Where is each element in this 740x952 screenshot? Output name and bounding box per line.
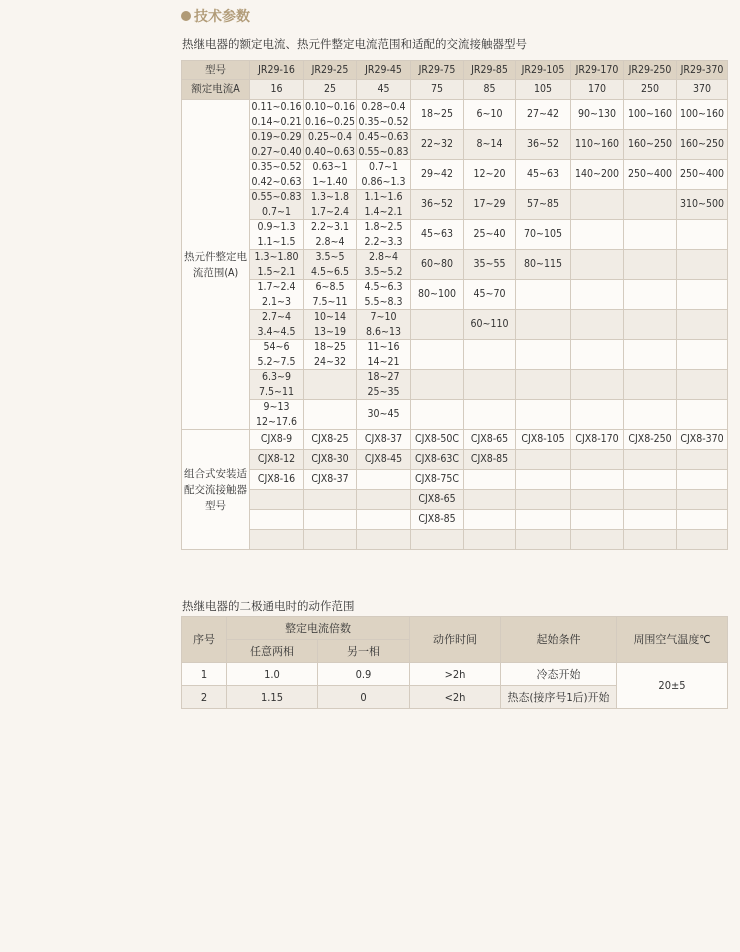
range-value: 0.86~1.3 [361,175,406,188]
cell: 1.0 [227,663,318,686]
range-cell [411,310,464,340]
range-cell [250,100,304,130]
range-value: 7.5~11 [259,385,294,398]
range-value: 3.5~5.2 [364,265,403,278]
range-cell: 6~10 [464,100,516,130]
contactor-cell: CJX8-25 [304,430,357,450]
contactor-row [182,470,728,490]
range-value: 0.11~0.16 [251,101,302,113]
contactor-cell: CJX8-63C [411,450,464,470]
contactor-cell: CJX8-85 [464,450,516,470]
range-cell: 8~14 [464,130,516,160]
range-cell: 110~160 [571,130,624,160]
current-cell: 105 [516,80,571,100]
range-value: 30~45 [367,408,400,421]
current-cell: 25 [304,80,357,100]
range-value: 1.1~1.5 [257,235,296,248]
range-cell [304,400,357,430]
current-cell: 250 [624,80,677,100]
range-value: 18~25 [314,341,346,353]
contactor-cell: CJX8-30 [304,450,357,470]
range-value: 1.8~2.5 [364,221,403,233]
contactor-cell [624,530,677,550]
range-value: 4.5~6.5 [311,265,349,278]
range-cell [357,250,411,280]
h-start: 起始条件 [501,617,617,663]
range-cell [677,250,728,280]
cell: <2h [410,686,501,709]
range-cell: 36~52 [411,190,464,220]
range-value: 1.1~1.6 [364,191,403,203]
range-cell [304,340,357,370]
contactor-cell: CJX8-50C [411,430,464,450]
model-label: 型号 [182,61,250,80]
section-title-text: 技术参数 [194,9,250,25]
range-cell [677,340,728,370]
range-cell: 80~115 [516,250,571,280]
contactor-cell [624,510,677,530]
contactor-cell: CJX8-65 [411,490,464,510]
cell: 0 [318,686,410,709]
h-other: 另一相 [318,640,410,663]
range-value: 8.6~13 [366,325,401,338]
range-cell: 160~250 [624,130,677,160]
contactor-cell [516,510,571,530]
range-cell [677,400,728,430]
h-any-two: 任意两相 [227,640,318,663]
contactor-cell [250,490,304,510]
contactor-row [182,450,728,470]
range-cell [250,130,304,160]
contactor-cell: CJX8-9 [250,430,304,450]
range-value: 0.27~0.40 [251,145,302,158]
range-cell: 12~20 [464,160,516,190]
range-cell: 140~200 [571,160,624,190]
range-value: 0.35~0.52 [358,115,409,128]
contactor-cell [357,530,411,550]
h-time: 动作时间 [410,617,501,663]
range-cell [357,100,411,130]
bullet-icon [181,11,191,21]
h-index: 序号 [182,617,227,663]
contactor-cell: CJX8-170 [571,430,624,450]
range-cell: 29~42 [411,160,464,190]
range-cell [464,340,516,370]
range-value: 6.3~9 [262,371,291,383]
range-cell: 45~63 [411,220,464,250]
range-cell [304,280,357,310]
range-value: 18~27 [367,371,400,383]
range-cell: 27~42 [516,100,571,130]
range-value: 0.7~1 [262,205,291,218]
range-cell: 70~105 [516,220,571,250]
range-value: 4.5~6.3 [364,281,403,293]
current-label: 额定电流A [182,80,250,100]
model-cell: JR29-85 [464,61,516,80]
contactor-cell [516,530,571,550]
current-cell: 170 [571,80,624,100]
contactor-cell [304,490,357,510]
range-cell [677,310,728,340]
contactor-cell [677,470,728,490]
range-value: 24~32 [314,355,346,368]
range-cell [516,400,571,430]
range-value: 1.4~2.1 [364,205,403,218]
range-cell [304,370,357,400]
contactor-cell [516,470,571,490]
range-cell [624,250,677,280]
range-value: 2.2~3.1 [311,221,349,233]
range-value: 1.7~2.4 [257,281,296,293]
range-row [182,280,728,310]
contactor-cell: CJX8-105 [516,430,571,450]
range-cell [357,220,411,250]
range-row [182,100,728,130]
range-cell [677,280,728,310]
rated-current-table [181,60,728,550]
contactor-cell [516,490,571,510]
range-cell [571,220,624,250]
range-cell [357,400,411,430]
contactor-cell [516,450,571,470]
action-range-table [181,616,728,709]
current-cell: 75 [411,80,464,100]
range-value: 10~14 [314,311,346,323]
range-cell: 60~80 [411,250,464,280]
range-value: 6~8.5 [315,281,345,293]
range-cell [250,370,304,400]
range-cell: 35~55 [464,250,516,280]
range-cell [357,310,411,340]
range-cell [624,400,677,430]
contactor-cell [357,490,411,510]
range-cell [304,160,357,190]
range-value: 3.5~5 [315,251,345,263]
range-value: 0.25~0.4 [308,131,352,143]
range-cell: 80~100 [411,280,464,310]
range-value: 0.45~0.63 [358,131,409,143]
contactor-cell: CJX8-370 [677,430,728,450]
contactor-cell [677,490,728,510]
range-value: 0.16~0.25 [305,115,355,128]
range-cell [624,370,677,400]
range-cell: 100~160 [677,100,728,130]
range-cell [516,370,571,400]
model-row [182,61,728,80]
range-value: 7.5~11 [312,295,348,308]
contactor-cell [571,490,624,510]
range-value: 0.42~0.63 [251,175,302,188]
range-value: 7~10 [370,311,397,323]
range-row [182,130,728,160]
contactor-cell [624,470,677,490]
cell: 2 [182,686,227,709]
range-cell: 22~32 [411,130,464,160]
model-cell: JR29-45 [357,61,411,80]
contactor-label: 组合式安装适配交流接触器型号 [182,430,250,550]
range-value: 0.19~0.29 [251,131,302,143]
range-cell: 310~500 [677,190,728,220]
range-cell [571,370,624,400]
cell: 1 [182,663,227,686]
contactor-cell: CJX8-16 [250,470,304,490]
h-multiple: 整定电流倍数 [227,617,410,640]
range-value: 3.4~4.5 [257,325,296,338]
current-cell: 370 [677,80,728,100]
range-cell [624,190,677,220]
contactor-row [182,530,728,550]
range-cell [357,130,411,160]
contactor-cell: CJX8-12 [250,450,304,470]
contactor-cell: CJX8-75C [411,470,464,490]
contactor-cell [357,510,411,530]
model-cell: JR29-370 [677,61,728,80]
range-value: 1.3~1.80 [254,251,299,263]
range-cell [411,400,464,430]
range-value: 1.7~2.4 [311,205,349,218]
contactor-row [182,510,728,530]
contactor-cell [464,530,516,550]
model-cell: JR29-170 [571,61,624,80]
range-cell [571,250,624,280]
current-cell: 45 [357,80,411,100]
cell: >2h [410,663,501,686]
range-value: 14~21 [367,355,400,368]
range-cell: 17~29 [464,190,516,220]
range-row [182,370,728,400]
model-cell: JR29-16 [250,61,304,80]
range-cell [571,340,624,370]
range-row [182,340,728,370]
contactor-cell [304,510,357,530]
contactor-row [182,430,728,450]
section-title [181,6,250,26]
range-cell: 60~110 [464,310,516,340]
range-value: 5.2~7.5 [257,355,296,368]
table-row [182,663,728,686]
range-cell [357,160,411,190]
contactor-row [182,490,728,510]
contactor-cell [464,470,516,490]
range-cell [250,220,304,250]
range-cell: 100~160 [624,100,677,130]
contactor-cell [571,510,624,530]
range-cell [571,280,624,310]
range-cell [624,280,677,310]
range-cell [250,190,304,220]
range-cell: 250~400 [624,160,677,190]
cell: 热态(接序号1后)开始 [501,686,617,709]
range-cell [571,310,624,340]
range-row [182,160,728,190]
range-value: 0.9~1.3 [257,221,296,233]
table2-caption: 热继电器的二极通电时的动作范围 [182,599,355,613]
range-cell [357,280,411,310]
range-cell [516,280,571,310]
range-cell [516,340,571,370]
range-cell: 25~40 [464,220,516,250]
h-temp: 周围空气温度℃ [617,617,728,663]
range-cell: 45~70 [464,280,516,310]
range-value: 0.28~0.4 [361,101,406,113]
range-cell [250,280,304,310]
contactor-cell [677,450,728,470]
range-value: 5.5~8.3 [364,295,403,308]
contactor-cell: CJX8-37 [357,430,411,450]
range-value: 12~17.6 [256,415,297,428]
contactor-cell [677,530,728,550]
model-cell: JR29-25 [304,61,357,80]
contactor-cell [357,470,411,490]
contactor-cell: CJX8-250 [624,430,677,450]
cell-temp: 20±5 [617,663,728,709]
table1-caption: 热继电器的额定电流、热元件整定电流范围和适配的交流接触器型号 [182,37,527,51]
range-label: 热元件整定电流范围(A) [182,100,250,430]
range-row [182,400,728,430]
range-cell: 57~85 [516,190,571,220]
range-value: 1.5~2.1 [257,265,296,278]
contactor-cell: CJX8-65 [464,430,516,450]
contactor-cell [571,470,624,490]
contactor-cell [571,450,624,470]
contactor-cell [464,490,516,510]
range-value: 2.7~4 [262,311,291,323]
range-cell [624,310,677,340]
range-cell [624,340,677,370]
contactor-cell: CJX8-37 [304,470,357,490]
range-value: 25~35 [367,385,400,398]
range-value: 0.10~0.16 [305,101,355,113]
range-cell [411,370,464,400]
range-cell [677,220,728,250]
contactor-cell [624,490,677,510]
range-cell [357,190,411,220]
contactor-cell [304,530,357,550]
range-cell: 45~63 [516,160,571,190]
range-value: 54~6 [263,341,290,353]
range-cell [571,190,624,220]
model-cell: JR29-105 [516,61,571,80]
range-cell: 160~250 [677,130,728,160]
range-value: 0.55~0.83 [251,191,302,203]
range-value: 2.1~3 [262,295,291,308]
range-value: 0.55~0.83 [358,145,409,158]
range-cell [250,310,304,340]
range-value: 0.14~0.21 [251,115,302,128]
contactor-cell [571,530,624,550]
range-cell [357,370,411,400]
range-value: 0.35~0.52 [251,161,302,173]
range-row [182,310,728,340]
model-cell: JR29-75 [411,61,464,80]
range-value: 0.40~0.63 [305,145,355,158]
cell: 0.9 [318,663,410,686]
range-value: 13~19 [314,325,346,338]
range-cell [304,100,357,130]
range-cell [304,310,357,340]
current-cell: 16 [250,80,304,100]
range-value: 2.2~3.3 [364,235,403,248]
range-cell: 90~130 [571,100,624,130]
cell: 1.15 [227,686,318,709]
range-cell [571,400,624,430]
range-cell [250,160,304,190]
range-cell [304,130,357,160]
range-cell: 18~25 [411,100,464,130]
range-cell [624,220,677,250]
contactor-cell [250,510,304,530]
range-cell [677,370,728,400]
range-value: 9~13 [263,401,290,413]
range-cell [464,400,516,430]
range-cell [304,250,357,280]
range-row [182,220,728,250]
range-value: 2.8~4 [315,235,345,248]
range-value: 1.3~1.8 [311,191,349,203]
range-cell [411,340,464,370]
contactor-cell [677,510,728,530]
range-value: 2.8~4 [369,251,398,263]
range-cell: 36~52 [516,130,571,160]
range-cell [357,340,411,370]
range-cell [250,340,304,370]
range-cell [304,190,357,220]
current-row [182,80,728,100]
range-row [182,250,728,280]
range-cell [516,310,571,340]
range-value: 11~16 [367,341,400,353]
range-cell [250,250,304,280]
contactor-cell [250,530,304,550]
range-value: 0.7~1 [369,161,398,173]
model-cell: JR29-250 [624,61,677,80]
cell: 冷态开始 [501,663,617,686]
range-row [182,190,728,220]
contactor-cell [411,530,464,550]
range-cell [304,220,357,250]
contactor-cell: CJX8-45 [357,450,411,470]
current-cell: 85 [464,80,516,100]
contactor-cell: CJX8-85 [411,510,464,530]
range-cell [250,400,304,430]
range-cell [464,370,516,400]
contactor-cell [624,450,677,470]
range-value: 0.63~1 [312,161,348,173]
range-cell: 250~400 [677,160,728,190]
contactor-cell [464,510,516,530]
range-value: 1~1.40 [312,175,348,188]
